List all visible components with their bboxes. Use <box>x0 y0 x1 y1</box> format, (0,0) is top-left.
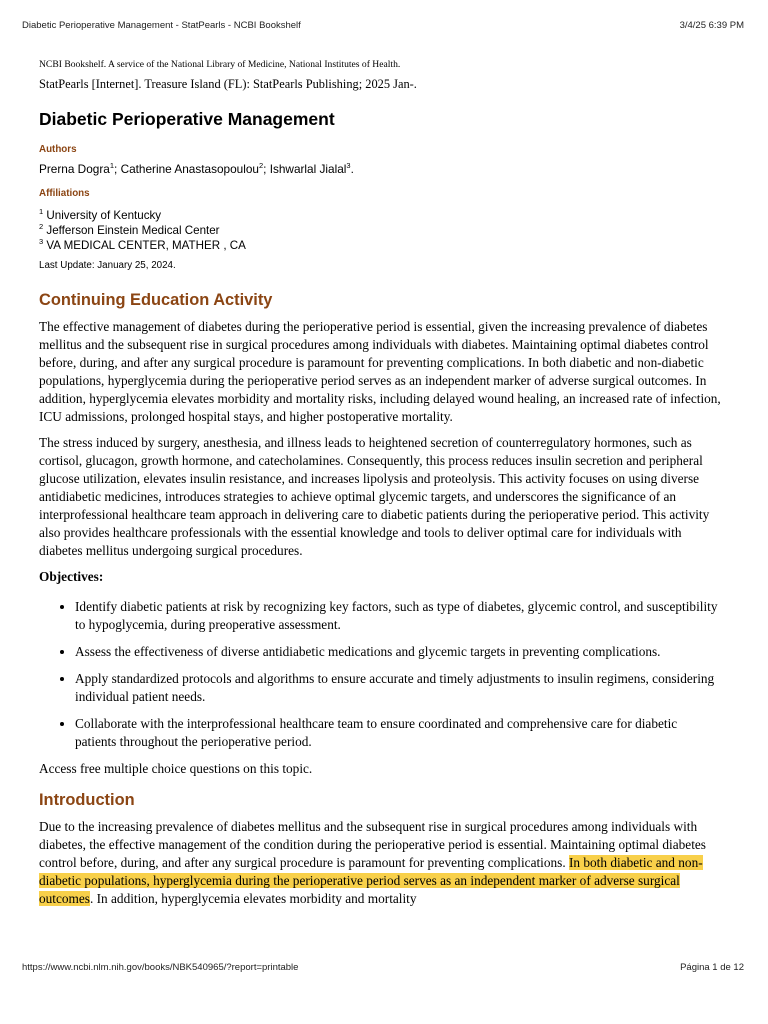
citation: StatPearls [Internet]. Treasure Island (FL): StatPearls Publishing; 2025 Jan-. <box>39 77 417 91</box>
authors-list <box>39 162 721 177</box>
affiliations-list <box>39 208 721 253</box>
page-title: Diabetic Perioperative Management <box>39 109 335 129</box>
affiliation-name: Jefferson Einstein Medical Center <box>46 224 220 237</box>
intro-text: Due to the increasing prevalence of diabetes mellitus and the subsequent rise in surgical procedures among individuals with diabetes, the effective management of the condition during the perioperative period is essential. Maintaining optimal diabetes control before, during, and after any surgical procedure is paramount for preventing complications. <box>39 819 706 870</box>
print-footer-page: Página 1 de 12 <box>680 962 744 973</box>
affiliation-name: University of Kentucky <box>46 209 162 222</box>
highlighted-text: In both diabetic and non-diabetic populations, hyperglycemia during the perioperative period serves as an independent marker of adverse surgical outcomes <box>39 855 703 906</box>
affiliation-number: 2 <box>39 222 44 232</box>
document-content <box>39 58 721 908</box>
last-update: Last Update: January 25, 2024. <box>39 260 176 271</box>
author-link[interactable]: Prerna Dogra <box>39 162 110 176</box>
ncbi-note: NCBI Bookshelf. A service of the National Library of Medicine, National Institutes of Health. <box>39 59 401 70</box>
objectives-list <box>39 598 721 751</box>
author-affiliation-ref[interactable]: 2 <box>258 161 264 171</box>
ce-paragraph-1: The effective management of diabetes during the perioperative period is essential, given the increasing prevalence of diabetes mellitus and the subsequent rise in surgical procedures among individuals with diabetes. Maintaining optimal diabetes control before, during, and after any surgical procedure is paramount for preventing complications. In both diabetic and non-diabetic populations, hyperglycemia during the perioperative period serves as an independent marker of adverse surgical outcomes. In addition, hyperglycemia elevates morbidity and mortality risks, including delayed wound healing, an increased rate of infection, ICU admissions, prolonged hospital stays, and higher postoperative mortality. <box>39 319 721 424</box>
objectives-label: Objectives: <box>39 569 104 584</box>
ce-paragraph-2: The stress induced by surgery, anesthesia, and illness leads to heightened secretion of counterregulatory hormones, such as cortisol, glucagon, growth hormone, and catecholamines. Consequently, this process reduces insulin secretion and peripheral glucose utilization, elevates insulin resistance, and increases lipolysis and proteolysis. This activity focuses on using diverse antidiabetic medicines, introduces strategies to achieve optimal glycemic targets, and underscores the significance of an interprofessional healthcare team approach in delivering care to diabetic patients during the perioperative period. This activity also provides healthcare professionals with the essential knowledge and tools to deliver optimal care for individuals with diabetes mellitus undergoing surgical procedures. <box>39 435 710 558</box>
affiliation-number: 3 <box>39 237 44 247</box>
section-heading-introduction: Introduction <box>39 791 135 809</box>
author-affiliation-ref[interactable]: 1 <box>109 161 114 171</box>
affiliations-label: Affiliations <box>39 188 90 199</box>
affiliation-item <box>39 208 721 223</box>
objective-item: • Apply standardized protocols and algorithms to ensure accurate and timely adjustments to insulin regimens, considering individual patient needs. <box>75 670 721 706</box>
print-header-datetime: 3/4/25 6:39 PM <box>679 20 744 31</box>
author-affiliation-ref[interactable]: 3 <box>346 161 351 171</box>
affiliation-item <box>39 223 721 238</box>
objective-item: • Assess the effectiveness of diverse antidiabetic medications and glycemic targets in preventing complications. <box>75 643 721 661</box>
authors-label: Authors <box>39 144 77 155</box>
author-link[interactable]: Catherine Anastasopoulou <box>120 162 259 176</box>
affiliation-item <box>39 238 721 253</box>
author-separator: . <box>350 162 354 176</box>
section-heading-ce: Continuing Education Activity <box>39 291 273 309</box>
objective-item: • Identify diabetic patients at risk by recognizing key factors, such as type of diabetes, glycemic control, and susceptibility to hypoglycemia, during preoperative assessment. <box>75 598 721 634</box>
objective-item: • Collaborate with the interprofessional healthcare team to ensure coordinated and comprehensive care for diabetic patients throughout the perioperative period. <box>75 715 721 751</box>
intro-text-continued: . In addition, hyperglycemia elevates morbidity and mortality <box>89 891 417 906</box>
affiliation-number: 1 <box>39 207 44 217</box>
print-footer-url: https://www.ncbi.nlm.nih.gov/books/NBK540965/?report=printable <box>22 962 299 973</box>
author-separator: ; <box>263 162 270 176</box>
access-questions-link[interactable]: Access free multiple choice questions on this topic. <box>39 761 313 776</box>
author-link[interactable]: Ishwarlal Jialal <box>269 162 347 176</box>
author-separator: ; <box>114 162 121 176</box>
intro-paragraph <box>39 818 721 908</box>
print-header-title: Diabetic Perioperative Management - StatPearls - NCBI Bookshelf <box>22 20 301 31</box>
affiliation-name: VA MEDICAL CENTER, MATHER , CA <box>46 239 246 252</box>
